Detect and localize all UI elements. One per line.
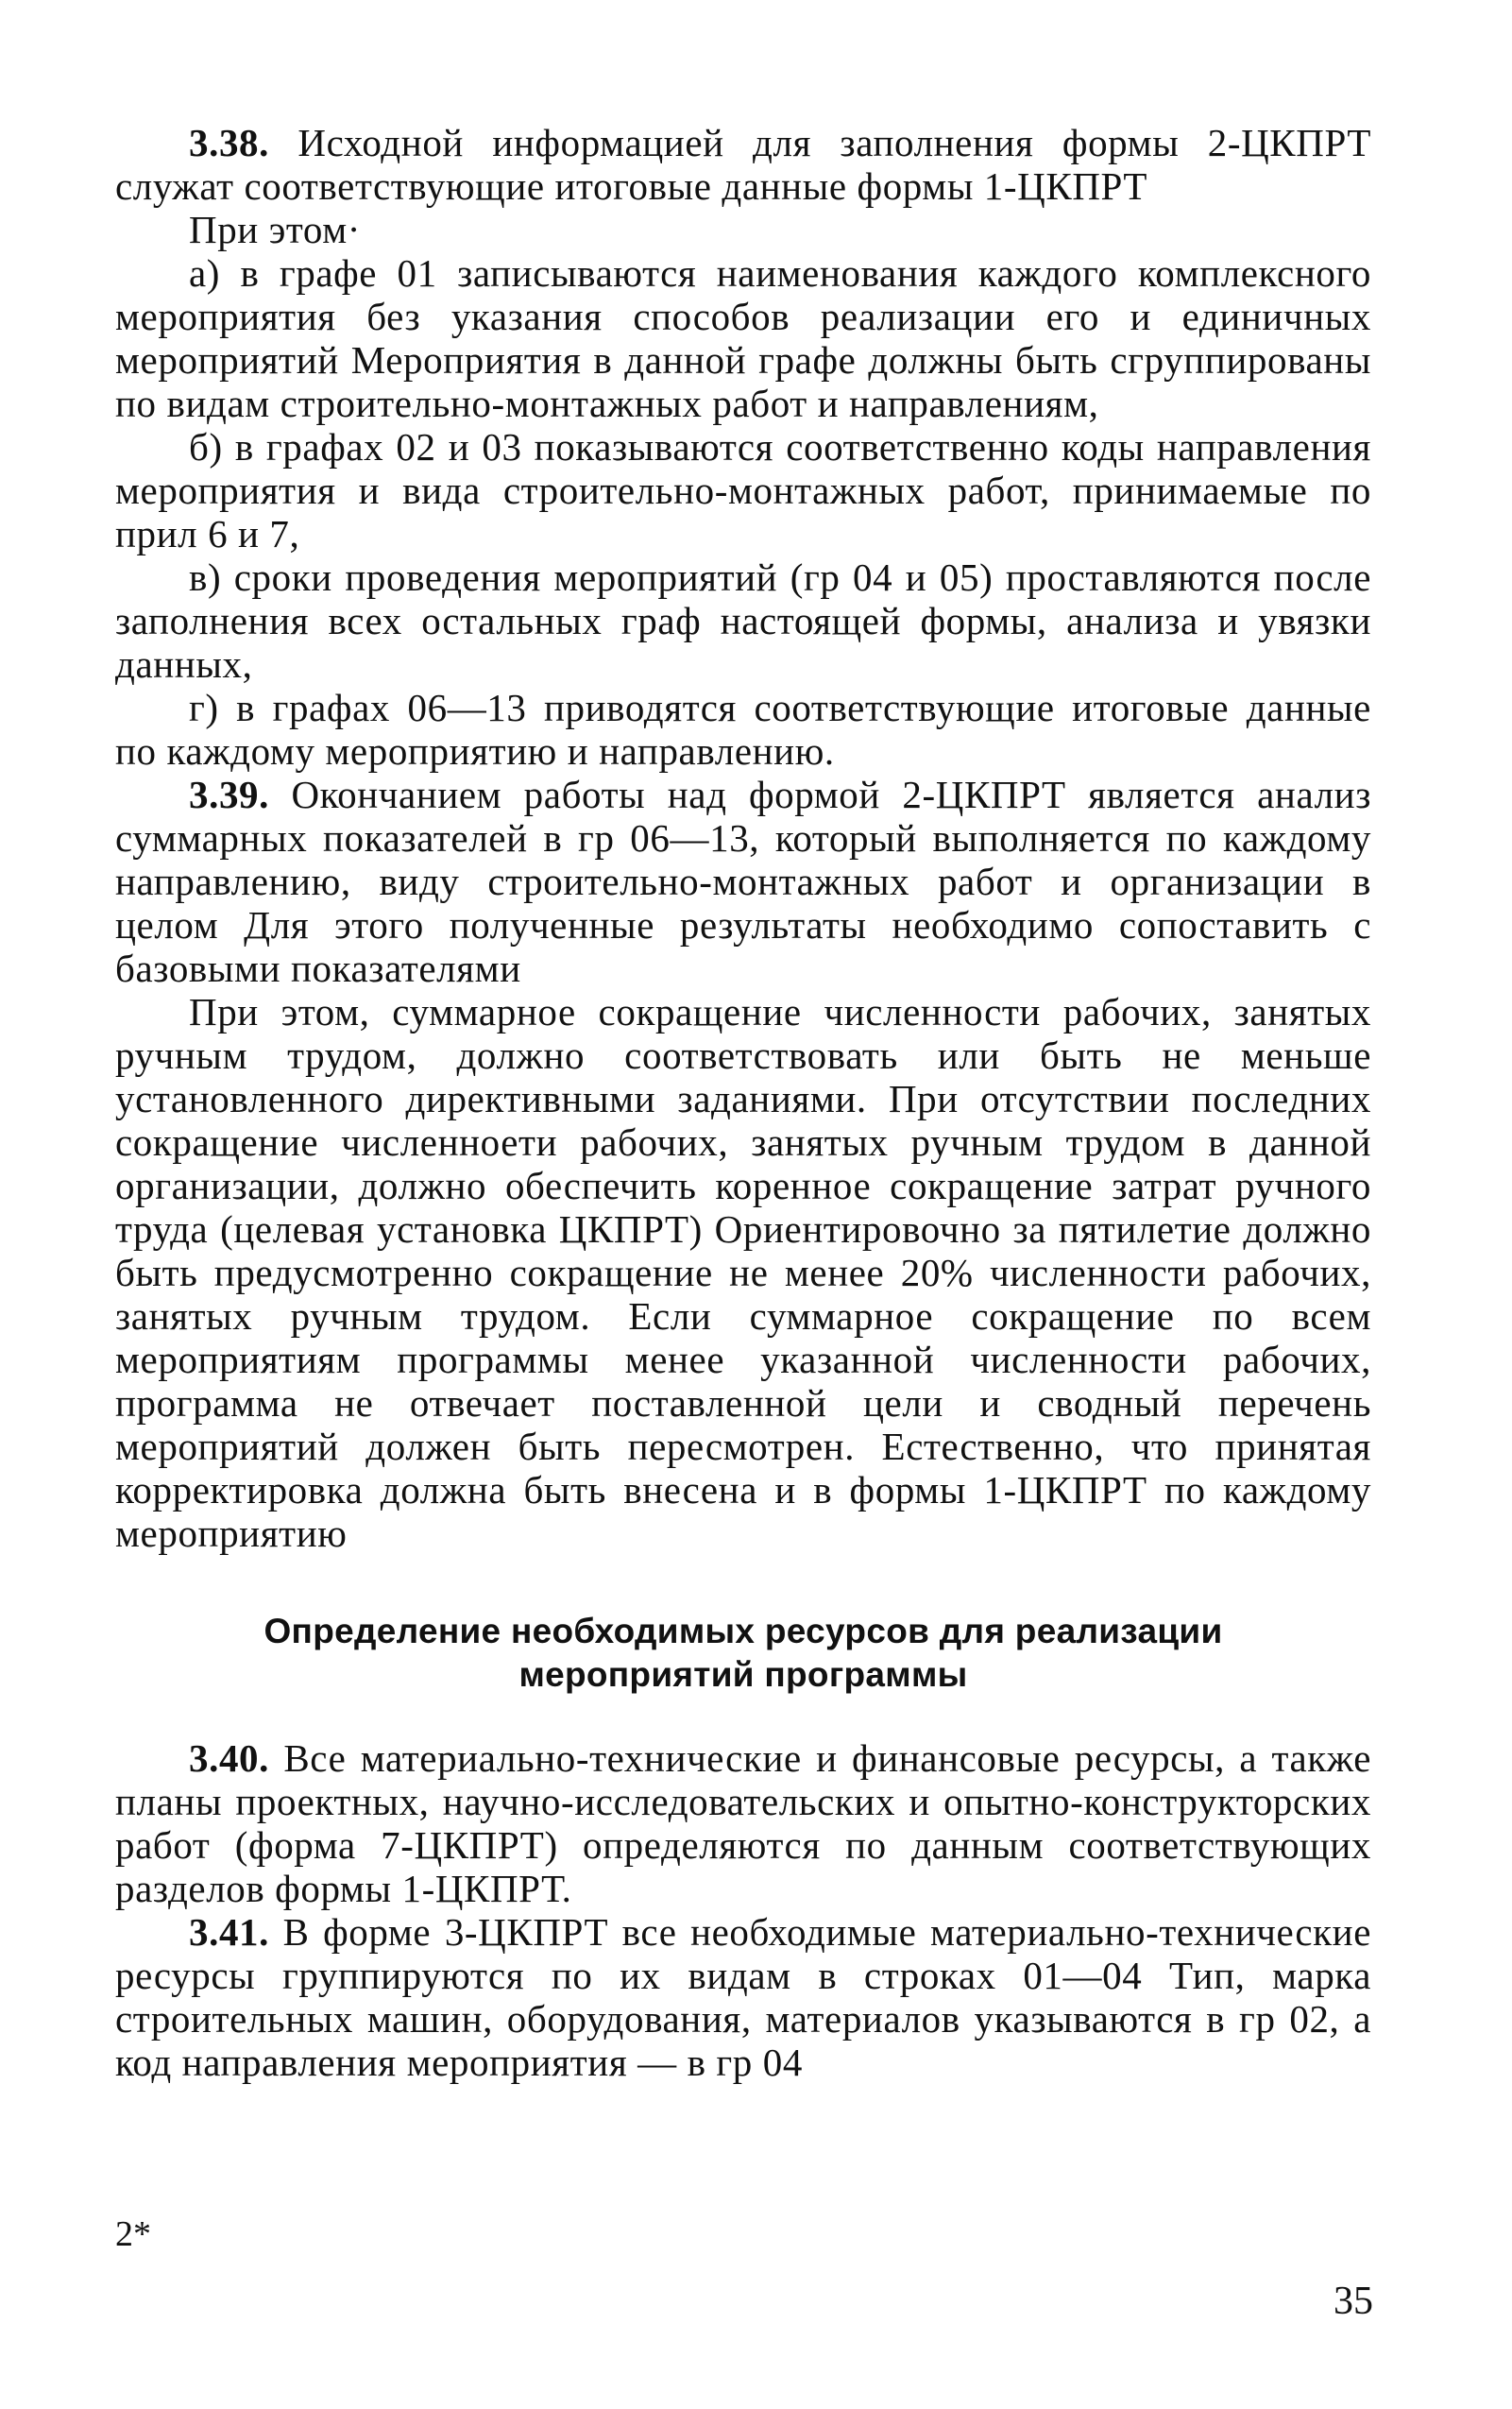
paragraph-3-38 [115,121,1371,208]
paragraph-3-39-continued: При этом, суммарное сокращение численности рабочих, занятых ручным трудом, должно соответствовать или быть не меньше установленного директивными заданиями. При отсутствии последних сокращение численноети рабочих, занятых ручным трудом в данной организации, должно обеспечить коренное сокращение затрат ручного труда (целевая установка ЦКПРТ) Ориентировочно за пятилетие должно быть предусмотренно сокращение не менее 20% численности рабочих, занятых ручным трудом. Если суммарное сокращение по всем мероприятиям программы менее указанной численности рабочих, программа не отвечает поставленной цели и сводный перечень мероприятий должен быть пересмотрен. Естественно, что принятая корректировка должна быть внесена и в формы 1-ЦКПРТ по каждому мероприятию [115,990,1371,1555]
list-item-b: б) в графах 02 и 03 показываются соответственно коды направления мероприятия и вида строительно-монтажных работ, принимаемые по прил 6 и 7, [115,425,1371,555]
list-item-a: а) в графе 01 записываются наименования каждого комплексного мероприятия без указания способов реализации его и единичных мероприятий Мероприятия в данной графе должны быть сгруппированы по видам строительно-монтажных работ и направлениям, [115,251,1371,425]
paragraph-text: Исходной информацией для заполнения формы 2-ЦКПРТ служат соответствующие итоговые данные формы 1-ЦКПРТ [115,121,1371,208]
list-item-g: г) в графах 06—13 приводятся соответствующие итоговые данные по каждому мероприятию и направлению. [115,686,1371,773]
page-number: 35 [1334,2280,1373,2323]
paragraph-text: Все материально-технические и финансовые ресурсы, а также планы проектных, научно-исследовательских и опытно-конструкторских работ (форма 7-ЦКПРТ) определяются по данным соответствующих разделов формы 1-ЦКПРТ. [115,1736,1371,1910]
paragraph-3-40 [115,1736,1371,1910]
paragraph-3-41 [115,1910,1371,2084]
paragraph-number: 3.40. [189,1736,269,1780]
section-heading-line-2: мероприятий программы [518,1655,968,1694]
signature-mark: 2* [115,2214,151,2254]
section-heading [115,1610,1371,1697]
paragraph-number: 3.39. [189,773,269,816]
section-heading-line-1: Определение необходимых ресурсов для реализации [263,1612,1223,1650]
paragraph-number: 3.41. [189,1910,269,1954]
list-item-v: в) сроки проведения мероприятий (гр 04 и 05) проставляются после заполнения всех остальных граф настоящей формы, анализа и увязки данных, [115,555,1371,686]
intro-line: При этом· [189,208,361,251]
paragraph-3-39 [115,773,1371,990]
paragraph-text: Окончанием работы над формой 2-ЦКПРТ является анализ суммарных показателей в гр 06—13, который выполняется по каждому направлению, виду строительно-монтажных работ и организации в целом Для этого полученные результаты необходимо сопоставить с базовыми показателями [115,773,1371,990]
paragraph-text: В форме 3-ЦКПРТ все необходимые материально-технические ресурсы группируются по их видам в строках 01—04 Тип, марка строительных машин, оборудования, материалов указываются в гр 02, а код направления мероприятия — в гр 04 [115,1910,1371,2084]
page-body [115,121,1371,2084]
paragraph-number: 3.38. [189,121,269,164]
